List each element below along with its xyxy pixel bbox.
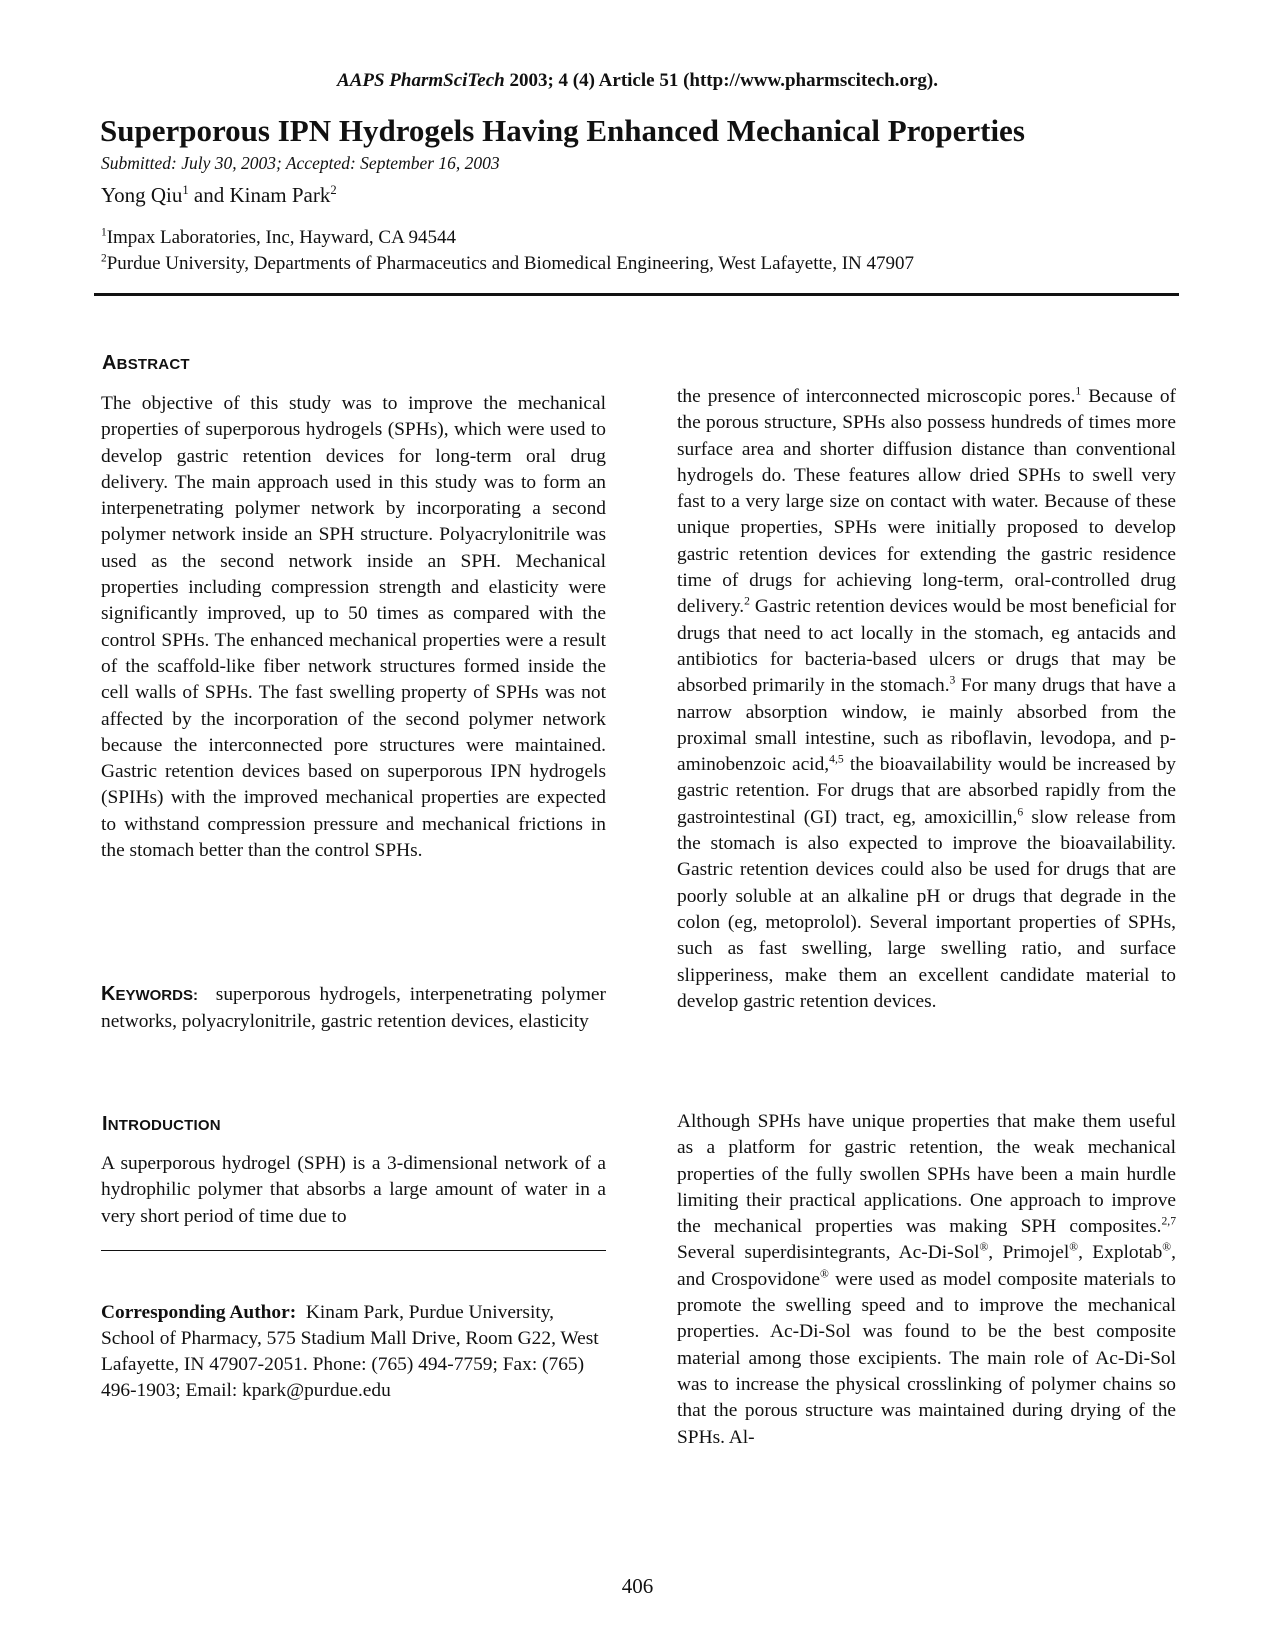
- text-run: , Explotab: [1078, 1242, 1163, 1264]
- corresponding-author-note: [101, 1300, 606, 1404]
- affiliation-mark: 1: [101, 226, 107, 239]
- text-run: slow release from the stomach is also expected to improve the bioavailability. Gastric retention devices could also be used for drugs that are poorly soluble at an alkaline pH or drugs that degrade in the colon (eg, metoprolol). Several important properties of SPHs, such as fast swelling, large swelling ratio, and surface slipperiness, make them an excellent candidate material to develop gastric retention devices.: [677, 806, 1176, 1012]
- submission-dates: Submitted: July 30, 2003; Accepted: September 16, 2003: [101, 153, 500, 173]
- author-joiner: and: [188, 183, 230, 207]
- text-run: For many drugs that have a narrow absorption window, ie mainly absorbed from the proximal small intestine, such as riboflavin, levodopa, and p-aminobenzoic acid,: [677, 675, 1176, 776]
- registered-mark: ®: [1162, 1241, 1172, 1255]
- keywords-label: [101, 983, 198, 1005]
- citation-mark: 1: [1075, 384, 1082, 398]
- text-run: the bioavailability would be increased by gastric retention. For drugs that are absorbed rapidly from the gastrointestinal (GI) tract, eg, amoxicillin,: [677, 754, 1176, 828]
- author-affiliation-mark: 2: [330, 183, 337, 197]
- text-run: Because of the porous structure, SPHs also possess hundreds of times more surface area and shorter diffusion distance than conventional hydrogels do. These features allow dried SPHs to swell very fast to a very large size on contact with water. Because of these unique properties, SPHs were initially proposed to develop gastric retention devices for extending the gastric residence time of drugs for achieving long-term, oral-controlled drug delivery.: [677, 386, 1176, 618]
- page-number: 406: [621, 1574, 654, 1598]
- text-run: , Primojel: [988, 1242, 1070, 1264]
- text-run: , and Crospovidone: [677, 1242, 1176, 1290]
- citation-mark: 4,5: [829, 752, 844, 766]
- heading-rest: BSTRACT: [116, 356, 190, 373]
- header-rule: [94, 293, 1179, 296]
- author-name: Yong Qiu: [101, 183, 183, 207]
- text-run: were used as model composite materials to promote the swelling speed and to improve the mechanical properties. Ac-Di-Sol was found to be the best composite material among those excipients. The main role of Ac-Di-Sol was to increase the physical crosslinking of polymer chains so that the porous structure was maintained during drying of the SPHs. Al-: [677, 1268, 1176, 1448]
- registered-mark: ®: [979, 1241, 989, 1255]
- right-column-paragraph-2: [677, 1109, 1176, 1451]
- affiliation-text: Purdue University, Departments of Pharmaceutics and Biomedical Engineering, West Lafayette, IN 47907: [106, 253, 915, 274]
- author-affiliation-mark: 1: [182, 183, 189, 197]
- author-list: [101, 183, 337, 208]
- affiliation-2: [101, 253, 914, 275]
- text-run: Although SPHs have unique properties that make them useful as a platform for gastric retention, the weak mechanical properties of the fully swollen SPHs have been a main hurdle limiting their practical applications. One approach to improve the mechanical properties was making SPH composites.: [677, 1111, 1176, 1238]
- abstract-heading: [102, 352, 190, 375]
- citation-mark: 6: [1017, 805, 1024, 819]
- footnote-rule: [101, 1250, 606, 1251]
- corresponding-author-text: Kinam Park, Purdue University, School of Pharmacy, 575 Stadium Mall Drive, Room G22, West Lafayette, IN 47907-2051. Phone: (765) 494-7759; Fax: (765) 496-1903; Email: kpark@purdue.edu: [101, 1302, 599, 1401]
- introduction-text: A superporous hydrogel (SPH) is a 3-dimensional network of a hydrophilic polymer that absorbs a large amount of water in a very short period of time due to: [101, 1153, 606, 1227]
- journal-name: AAPS PharmSciTech: [337, 70, 505, 91]
- registered-mark: ®: [820, 1267, 829, 1281]
- citation-mark: 2: [744, 594, 750, 608]
- keywords-text: superporous hydrogels, interpenetrating polymer networks, polyacrylonitrile, gastric retention devices, elasticity: [101, 984, 606, 1033]
- affiliation-mark: 2: [101, 252, 107, 265]
- keywords-label-initial: K: [101, 983, 116, 1005]
- introduction-heading: [102, 1113, 221, 1136]
- citation-mark: 2,7: [1161, 1214, 1176, 1228]
- heading-initial: I: [102, 1113, 108, 1135]
- affiliation-1: [101, 227, 456, 249]
- registered-mark: ®: [1069, 1241, 1079, 1255]
- keywords-block: [101, 981, 606, 1036]
- text-run: Gastric retention devices would be most beneficial for drugs that need to act locally in the stomach, eg antacids and antibiotics for bacteria-based ulcers or drugs that may be absorbed primarily in the stomach.: [677, 596, 1176, 697]
- right-column-paragraph-1: [677, 384, 1176, 1015]
- author-name: Kinam Park: [229, 183, 331, 207]
- text-run: the presence of interconnected microscopic pores.: [677, 386, 1076, 407]
- journal-citation: 2003; 4 (4) Article 51 (http://www.pharmscitech.org).: [504, 70, 938, 91]
- affiliation-text: Impax Laboratories, Inc, Hayward, CA 94544: [106, 227, 456, 248]
- abstract-text: The objective of this study was to improve the mechanical properties of superporous hydrogels (SPHs), which were used to develop gastric retention devices for long-term oral drug delivery. The main approach used in this study was to form an interpenetrating polymer network by incorporating a second polymer network inside an SPH structure. Polyacrylonitrile was used as the second network inside an SPH. Mechanical properties including compression strength and elasticity were significantly improved, up to 50 times as compared with the control SPHs. The enhanced mechanical properties were a result of the scaffold-like fiber network structures formed inside the cell walls of SPHs. The fast swelling property of SPHs was not affected by the incorporation of the second polymer network because the interconnected pore structures were maintained. Gastric retention devices based on superporous IPN hydrogels (SPIHs) with the improved mechanical properties are expected to withstand compression pressure and mechanical frictions in the stomach better than the control SPHs.: [101, 393, 606, 862]
- journal-header: [0, 70, 1275, 92]
- keywords-label-rest: EYWORDS:: [115, 987, 198, 1004]
- citation-mark: 3: [949, 673, 956, 687]
- heading-initial: A: [102, 352, 117, 374]
- article-title: Superporous IPN Hydrogels Having Enhanced Mechanical Properties: [100, 113, 1025, 148]
- corresponding-author-label: Corresponding Author:: [101, 1302, 297, 1323]
- text-run: Several superdisintegrants, Ac-Di-Sol: [677, 1242, 980, 1264]
- heading-rest: NTRODUCTION: [107, 1117, 221, 1134]
